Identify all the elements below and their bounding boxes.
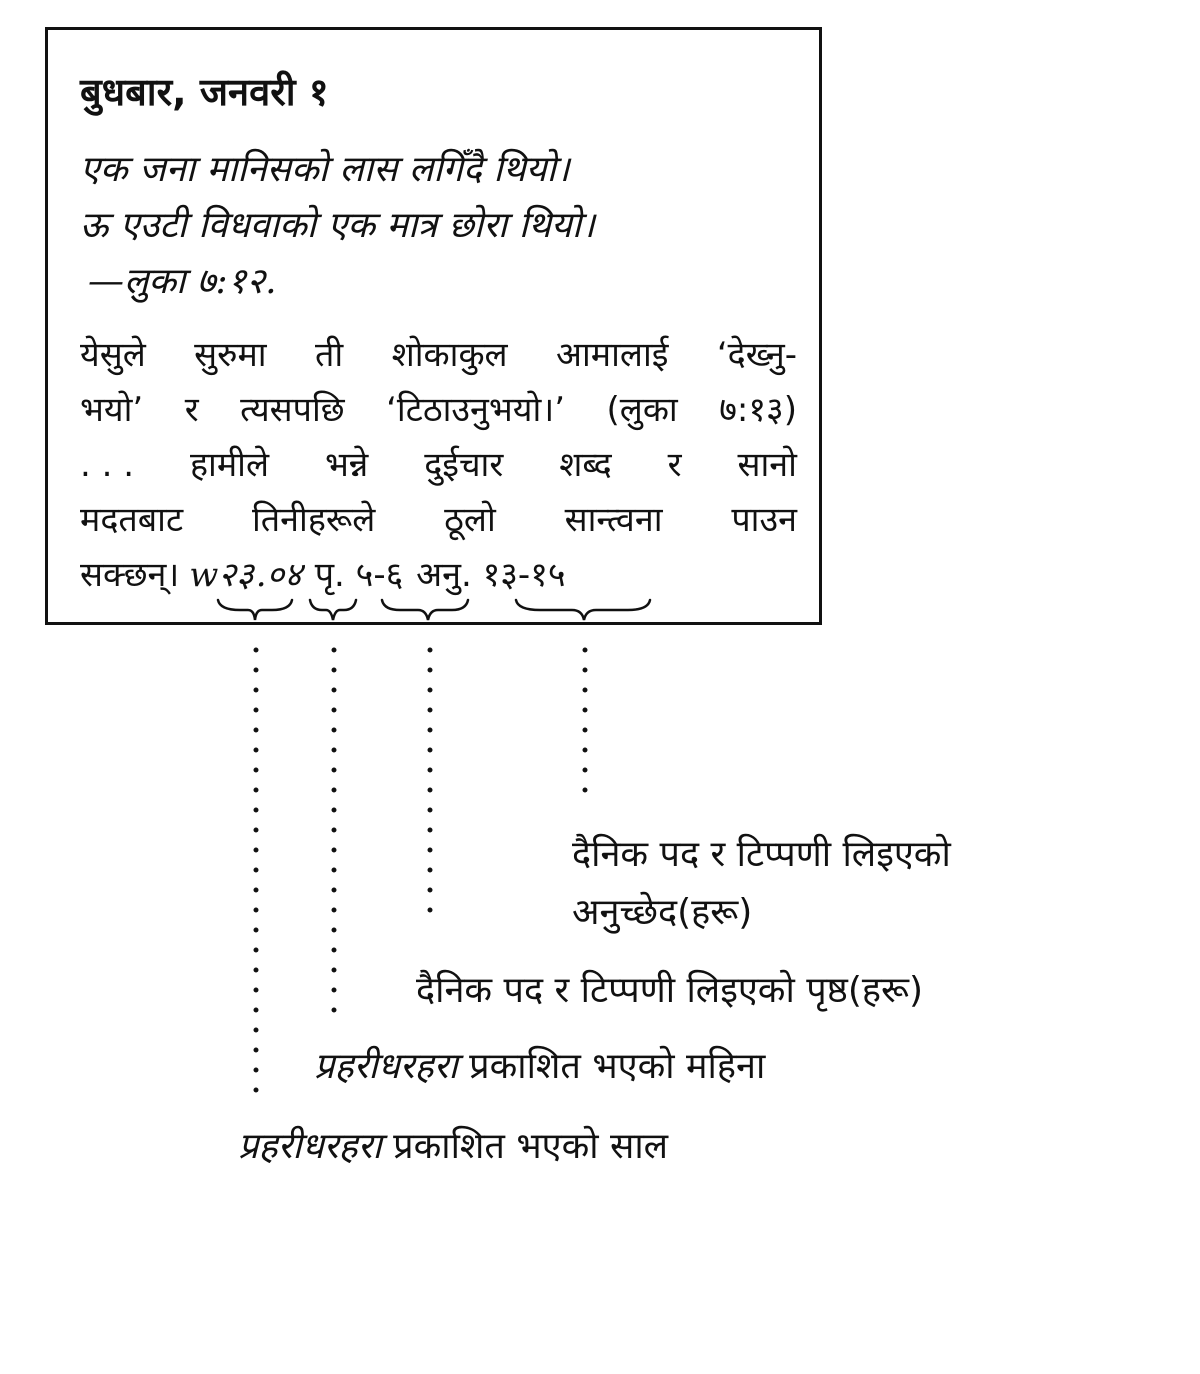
- reference-paragraph: अनु. १३-१५: [416, 555, 566, 595]
- word: शब्द: [559, 445, 612, 485]
- paragraph-brace: [516, 600, 650, 620]
- word: र: [184, 390, 199, 430]
- word: सुरुमा: [194, 335, 267, 375]
- page-label: दैनिक पद र टिप्पणी लिइएको पृष्ठ(हरू): [416, 970, 924, 1011]
- word: (लुका: [606, 390, 678, 430]
- word: . . .: [80, 445, 135, 485]
- month-label-text: प्रकाशित भएको महिना: [469, 1046, 766, 1087]
- verse-citation: —लुका ७:१२.: [88, 261, 277, 302]
- word: भन्ने: [324, 445, 369, 485]
- reference-page: पृ. ५-६: [314, 555, 404, 595]
- word: हामीले: [189, 445, 270, 485]
- page-brace: [382, 600, 468, 620]
- reference-year: w२३: [189, 555, 254, 595]
- word: पाउन: [731, 500, 797, 540]
- word: त्यसपछि: [240, 390, 345, 430]
- magazine-title: प्रहरीधरहरा: [314, 1046, 458, 1087]
- year-label: [238, 1118, 668, 1176]
- word: सान्त्वना: [564, 500, 663, 540]
- paragraph-label-line: अनुच्छेद(हरू): [572, 892, 753, 933]
- paragraph-label: [572, 826, 951, 942]
- word: दुईचार: [424, 445, 504, 485]
- year-brace: [218, 600, 292, 620]
- word: र: [667, 445, 682, 485]
- magazine-title: प्रहरीधरहरा: [238, 1126, 382, 1167]
- month-label: [314, 1038, 765, 1096]
- month-brace: [310, 600, 356, 620]
- reference-month: .०४: [255, 555, 302, 595]
- verse-line: एक जना मानिसको लास लगिँदै थियो।: [80, 149, 570, 190]
- paragraph-label-line: दैनिक पद र टिप्पणी लिइएको: [572, 834, 951, 875]
- word: येसुले: [80, 335, 146, 375]
- year-label-text: प्रकाशित भएको साल: [393, 1126, 669, 1167]
- word: मदतबाट: [80, 500, 184, 540]
- word: ‘देख्नु-: [716, 335, 797, 375]
- word: भयो’: [80, 390, 144, 430]
- word: तिनीहरूले: [251, 500, 376, 540]
- verse-line: ऊ एउटी विधवाको एक मात्र छोरा थियो।: [80, 205, 595, 246]
- date-heading: बुधबार, जनवरी १: [80, 70, 329, 114]
- word: ७:१३): [719, 390, 797, 430]
- word: ‘टिठाउनुभयो।’: [386, 390, 566, 430]
- word: आमालाई: [556, 335, 669, 375]
- word: ती: [315, 335, 344, 375]
- word: ठूलो: [444, 500, 496, 540]
- word: सक्छन्।: [80, 555, 180, 595]
- word: शोकाकुल: [391, 335, 508, 375]
- word: सानो: [737, 445, 797, 485]
